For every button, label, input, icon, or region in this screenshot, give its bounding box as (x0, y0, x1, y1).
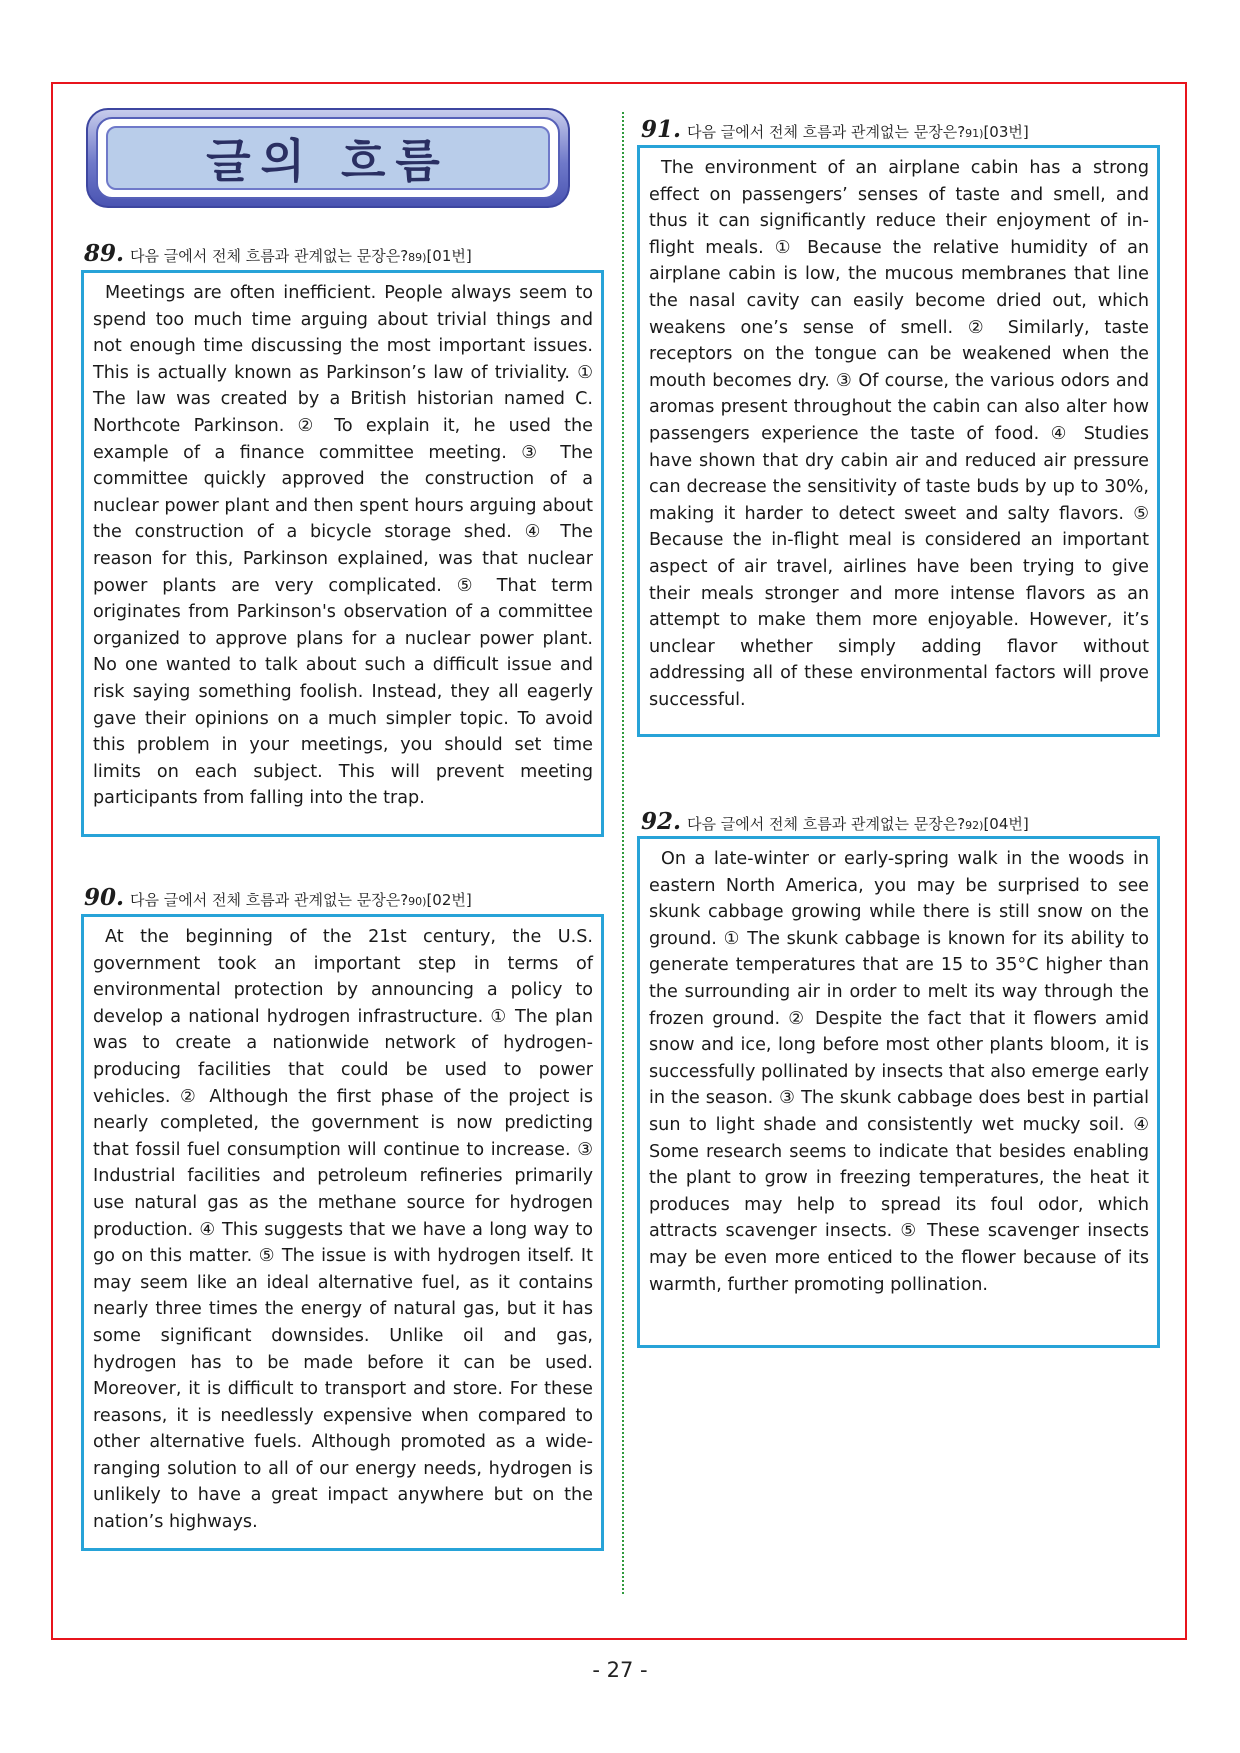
passage-text: Meetings are often inefficient. People always seem to spend too much time arguing about trivial things and not enough time discussing the most important issues. This is actually known as Parkinson’s law of triviality. ① The law was created by a British historian named C. Northcote Parkinson. ② To explain it, he used the example of a finance committee meeting. ③ The committee quickly approved the construction of a nuclear power plant and then spent hours arguing about the construction of a bicycle storage shed. ④ The reason for this, Parkinson explained, was that nuclear power plants are very complicated. ⑤ That term originates from Parkinson's observation of a committee organized to approve plans for a nuclear power plant. No one wanted to talk about such a difficult issue and risk saying something foolish. Instead, they all eagerly gave their opinions on a much simpler topic. To avoid this problem in your meetings, you should set time limits on each subject. This will prevent meeting participants from falling into the trap. (93, 283, 593, 809)
column-divider (622, 112, 624, 1594)
question-code: [01번] (426, 247, 472, 265)
question-header-91 (641, 116, 1029, 143)
passage-text: On a late-winter or early-spring walk in the woods in eastern North America, you may be surprised to see skunk cabbage growing while there is still snow on the ground. ① The skunk cabbage is known for its ability to generate temperatures that are 15 to 35°C higher than the surrounding air in order to melt its way through the frozen ground. ② Despite the fact that it flowers amid snow and ice, long before most other plants bloom, it is successfully pollinated by insects that also emerge early in the season. ③ The skunk cabbage does best in partial sun to light shade and consistently wet mucky soil. ④ Some research seems to indicate that besides enabling the plant to grow in freezing temperatures, the heat it produces may help to spread its foul odor, which attracts scavenger insects. ⑤ These scavenger insects may be even more enticed to the flower because of its warmth, further promoting pollination. (649, 849, 1149, 1295)
question-source-ref: 89) (408, 251, 427, 264)
question-code: [04번] (983, 815, 1029, 833)
passage-text: The environment of an airplane cabin has a strong effect on passengers’ senses of taste and smell, and thus it can significantly reduce their enjoyment of in-flight meals. ① Because the relative humidity of an airplane cabin is low, the mucous membranes that line the nasal cavity can easily become dried out, which weakens one’s sense of smell. ② Similarly, taste receptors on the tongue can be weakened when the mouth becomes dry. ③ Of course, the various odors and aromas present throughout the cabin can also alter how passengers experience the taste of food. ④ Studies have shown that dry cabin air and reduced air pressure can decrease the sensitivity of taste buds by up to 30%, making it harder to detect sweet and salty flavors. ⑤ Because the in-flight meal is considered an important aspect of air travel, airlines have been trying to give their meals stronger and more intense flavors as an attempt to make them more enjoyable. However, it’s unclear whether simply adding flavor without addressing all of these environmental factors will prove successful. (649, 158, 1149, 710)
section-title-badge (86, 108, 570, 208)
passage-text: At the beginning of the 21st century, the U.S. government took an important step in terms of environmental protection by announcing a policy to develop a national hydrogen infrastructure. ① The plan was to create a nationwide network of hydrogen-producing facilities that could be used to power vehicles. ② Although the first phase of the project is nearly completed, the government is now predicting that fossil fuel consumption will continue to increase. ③ Industrial facilities and petroleum refineries primarily use natural gas as the methane source for hydrogen production. ④ This suggests that we have a long way to go on this matter. ⑤ The issue is with hydrogen itself. It may seem like an ideal alternative fuel, as it contains nearly three times the energy of natural gas, but it has some significant downsides. Unlike oil and gas, hydrogen has to be made before it can be used. Moreover, it is difficult to transport and store. For these reasons, it is needlessly expensive when compared to other alternative fuels. Although promoted as a wide-ranging solution to all of our energy needs, hydrogen is unlikely to have a great impact anywhere but on the nation’s highways. (93, 927, 593, 1533)
passage-box-90 (81, 914, 604, 1551)
question-source-ref: 92) (965, 819, 984, 832)
question-header-92 (641, 808, 1029, 835)
question-source-ref: 91) (965, 127, 984, 140)
question-number: 91. (641, 116, 682, 143)
passage-box-91 (637, 145, 1160, 737)
question-number: 89. (84, 240, 125, 267)
question-prompt: 다음 글에서 전체 흐름과 관계없는 문장은? (687, 815, 966, 833)
question-code: [02번] (426, 891, 472, 909)
passage-box-92 (637, 836, 1160, 1348)
question-header-89 (84, 240, 472, 267)
question-prompt: 다음 글에서 전체 흐름과 관계없는 문장은? (130, 247, 409, 265)
question-header-90 (84, 884, 472, 911)
question-number: 92. (641, 808, 682, 835)
section-title: 글의 흐름 (206, 134, 450, 188)
question-prompt: 다음 글에서 전체 흐름과 관계없는 문장은? (130, 891, 409, 909)
question-prompt: 다음 글에서 전체 흐름과 관계없는 문장은? (687, 123, 966, 141)
question-source-ref: 90) (408, 895, 427, 908)
page-number: - 27 - (592, 1658, 648, 1682)
question-code: [03번] (983, 123, 1029, 141)
question-number: 90. (84, 884, 125, 911)
passage-box-89 (81, 270, 604, 837)
